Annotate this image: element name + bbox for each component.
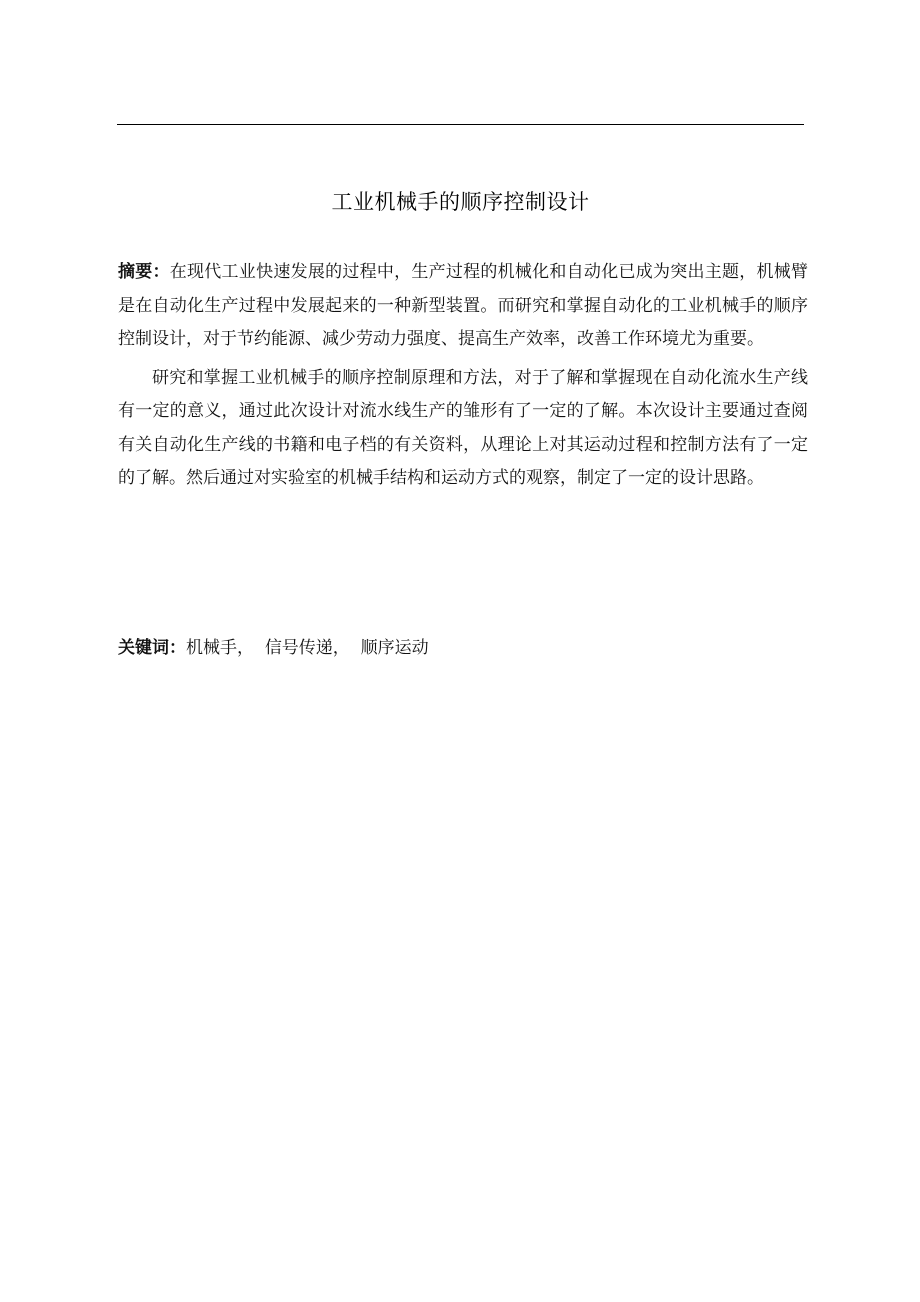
keywords-section: [118, 632, 808, 664]
document-title: 工业机械手的顺序控制设计: [331, 190, 590, 214]
keywords-label: 关键词：: [118, 638, 186, 658]
keyword-2: 信号传递，: [264, 638, 350, 658]
abstract-label: 摘要：: [118, 262, 170, 282]
abstract-text-1: 在现代工业快速发展的过程中，生产过程的机械化和自动化已成为突出主题，机械臂是在自动化生产过程中发展起来的一种新型装置。而研究和掌握自动化的工业机械手的顺序控制设计，对于节约能源、减少劳动力强度、提高生产效率，改善工作环境尤为重要。: [118, 262, 809, 349]
keyword-3: 顺序运动: [360, 638, 429, 658]
abstract-paragraph-1: [118, 256, 808, 357]
keyword-1: 机械手，: [186, 638, 254, 658]
header-rule: [117, 124, 804, 125]
abstract-paragraph-2: 研究和掌握工业机械手的顺序控制原理和方法，对于了解和掌握现在自动化流水生产线有一定的意义，通过此次设计对流水线生产的雏形有了一定的了解。本次设计主要通过查阅有关自动化生产线的书籍和电子档的有关资料，从理论上对其运动过程和控制方法有了一定的了解。然后通过对实验室的机械手结构和运动方式的观察，制定了一定的设计思路。: [118, 367, 808, 488]
abstract-section: [118, 256, 808, 496]
